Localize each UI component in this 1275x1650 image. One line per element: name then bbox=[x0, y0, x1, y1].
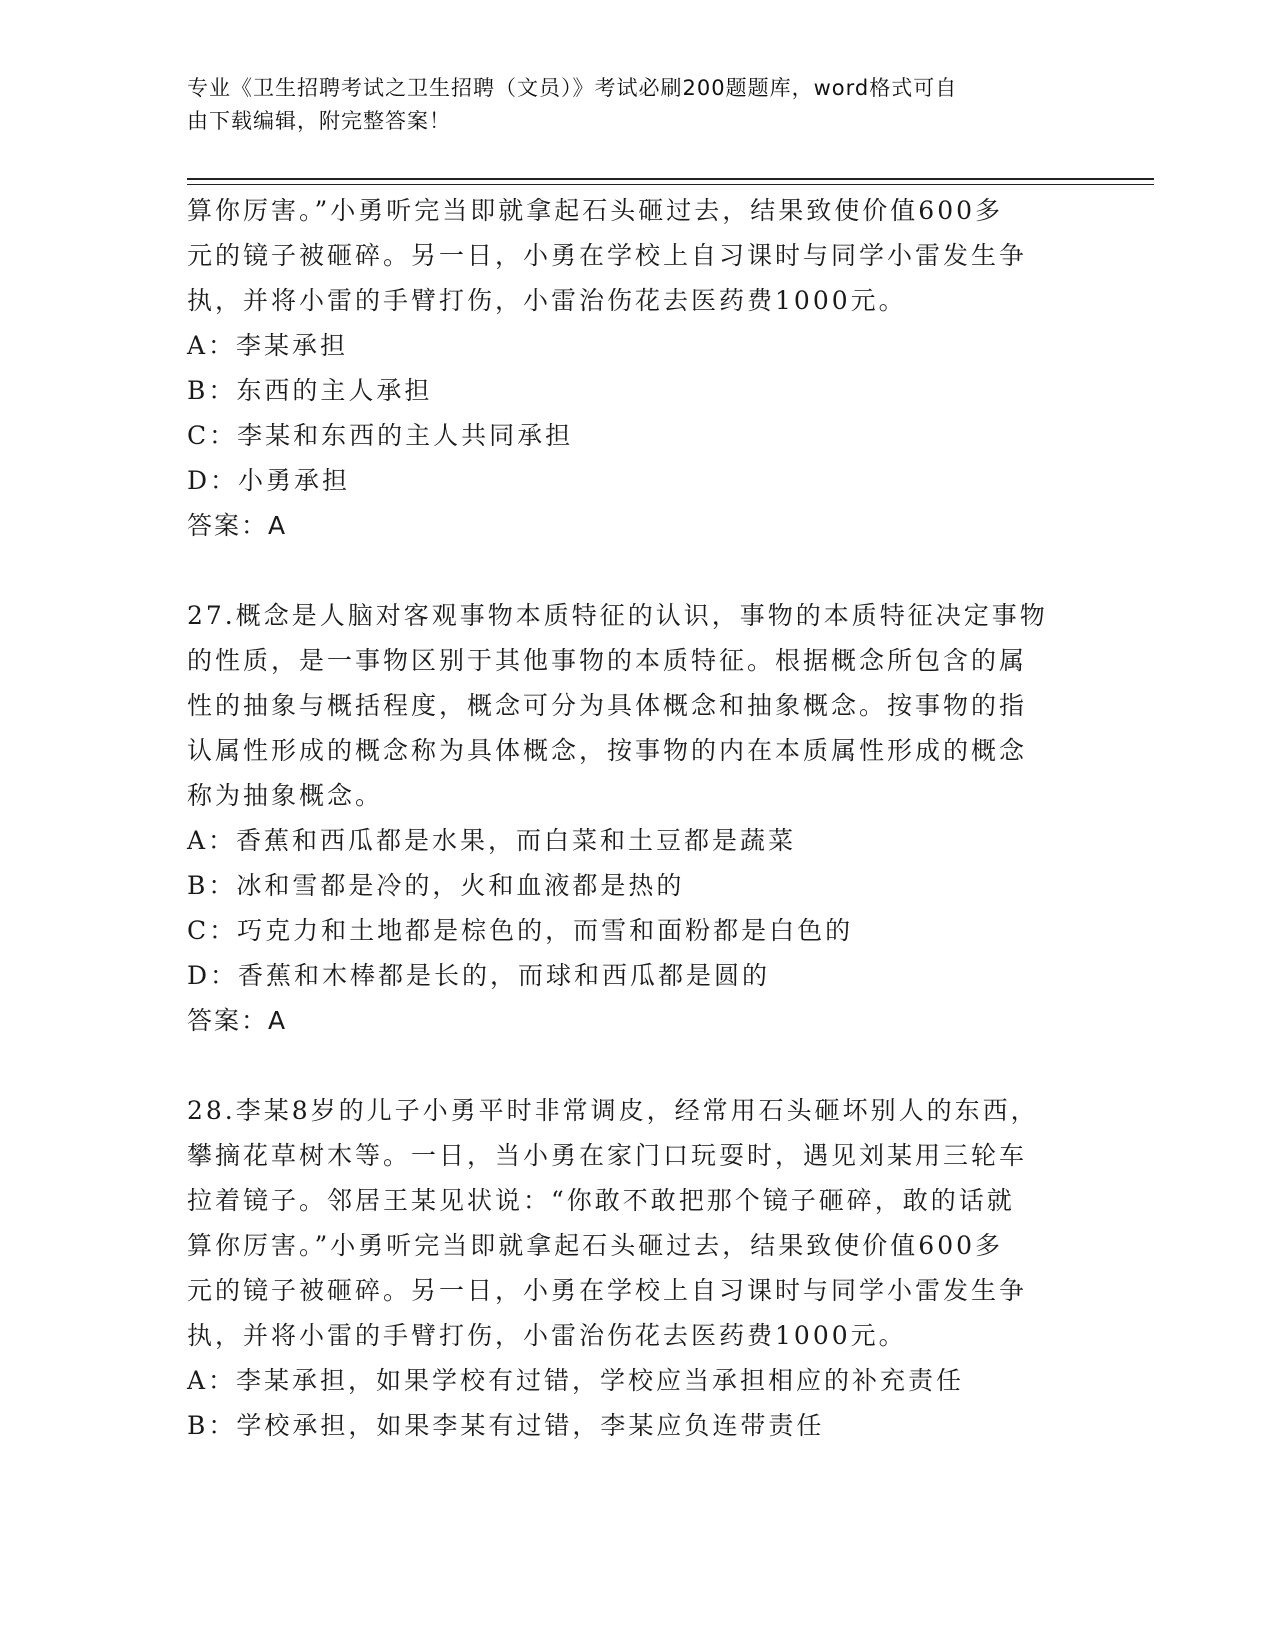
option-c: C：李某和东西的主人共同承担 bbox=[187, 421, 574, 450]
option-c: C：巧克力和土地都是棕色的，而雪和面粉都是白色的 bbox=[187, 916, 854, 945]
question-26-continued bbox=[187, 188, 1087, 548]
header-rule-thin bbox=[187, 184, 1154, 185]
document-body bbox=[187, 188, 1087, 1448]
option-a: A：李某承担，如果学校有过错，学校应当承担相应的补充责任 bbox=[187, 1366, 965, 1395]
option-a: A：李某承担 bbox=[187, 331, 349, 360]
question-text-line: 算你厉害。”小勇听完当即就拿起石头砸过去，结果致使价值600多 bbox=[187, 1231, 1004, 1260]
question-text-line: 称为抽象概念。 bbox=[187, 781, 384, 810]
question-text-line: 攀摘花草树木等。一日，当小勇在家门口玩耍时，遇见刘某用三轮车 bbox=[187, 1141, 1028, 1170]
option-b: B：东西的主人承担 bbox=[187, 376, 433, 405]
spacer bbox=[187, 548, 1087, 593]
option-d: D：小勇承担 bbox=[187, 466, 351, 495]
answer-label: 答案：A bbox=[187, 511, 288, 540]
question-text-line: 元的镜子被砸碎。另一日，小勇在学校上自习课时与同学小雷发生争 bbox=[187, 1276, 1028, 1305]
question-text-line: 元的镜子被砸碎。另一日，小勇在学校上自习课时与同学小雷发生争 bbox=[187, 241, 1028, 270]
header-title-line-2: 由下载编辑，附完整答案！ bbox=[187, 109, 451, 133]
question-text-line: 执，并将小雷的手臂打伤，小雷治伤花去医药费1000元。 bbox=[187, 1321, 907, 1350]
option-a: A：香蕉和西瓜都是水果，而白菜和土豆都是蔬菜 bbox=[187, 826, 797, 855]
question-text-line: 认属性形成的概念称为具体概念，按事物的内在本质属性形成的概念 bbox=[187, 736, 1028, 765]
spacer bbox=[187, 1043, 1087, 1088]
question-text-line: 的性质，是一事物区别于其他事物的本质特征。根据概念所包含的属 bbox=[187, 646, 1028, 675]
document-header bbox=[187, 72, 1067, 138]
question-28 bbox=[187, 1088, 1087, 1448]
question-text-line: 27.概念是人脑对客观事物本质特征的认识，事物的本质特征决定事物 bbox=[187, 601, 1048, 630]
option-b: B：冰和雪都是冷的，火和血液都是热的 bbox=[187, 871, 685, 900]
answer-label: 答案：A bbox=[187, 1006, 288, 1035]
option-d: D：香蕉和木棒都是长的，而球和西瓜都是圆的 bbox=[187, 961, 771, 990]
question-text-line: 拉着镜子。邻居王某见状说：“你敢不敢把那个镜子砸碎，敢的话就 bbox=[187, 1186, 1015, 1215]
question-text-line: 性的抽象与概括程度，概念可分为具体概念和抽象概念。按事物的指 bbox=[187, 691, 1028, 720]
question-text-line: 28.李某8岁的儿子小勇平时非常调皮，经常用石头砸坏别人的东西， bbox=[187, 1096, 1039, 1125]
header-rule-thick bbox=[187, 178, 1154, 180]
question-text-line: 算你厉害。”小勇听完当即就拿起石头砸过去，结果致使价值600多 bbox=[187, 196, 1004, 225]
header-title-line-1: 专业《卫生招聘考试之卫生招聘（文员）》考试必刷200题题库，word格式可自 bbox=[187, 76, 958, 100]
option-b: B：学校承担，如果李某有过错，李某应负连带责任 bbox=[187, 1411, 825, 1440]
question-text-line: 执，并将小雷的手臂打伤，小雷治伤花去医药费1000元。 bbox=[187, 286, 907, 315]
question-27 bbox=[187, 593, 1087, 1043]
